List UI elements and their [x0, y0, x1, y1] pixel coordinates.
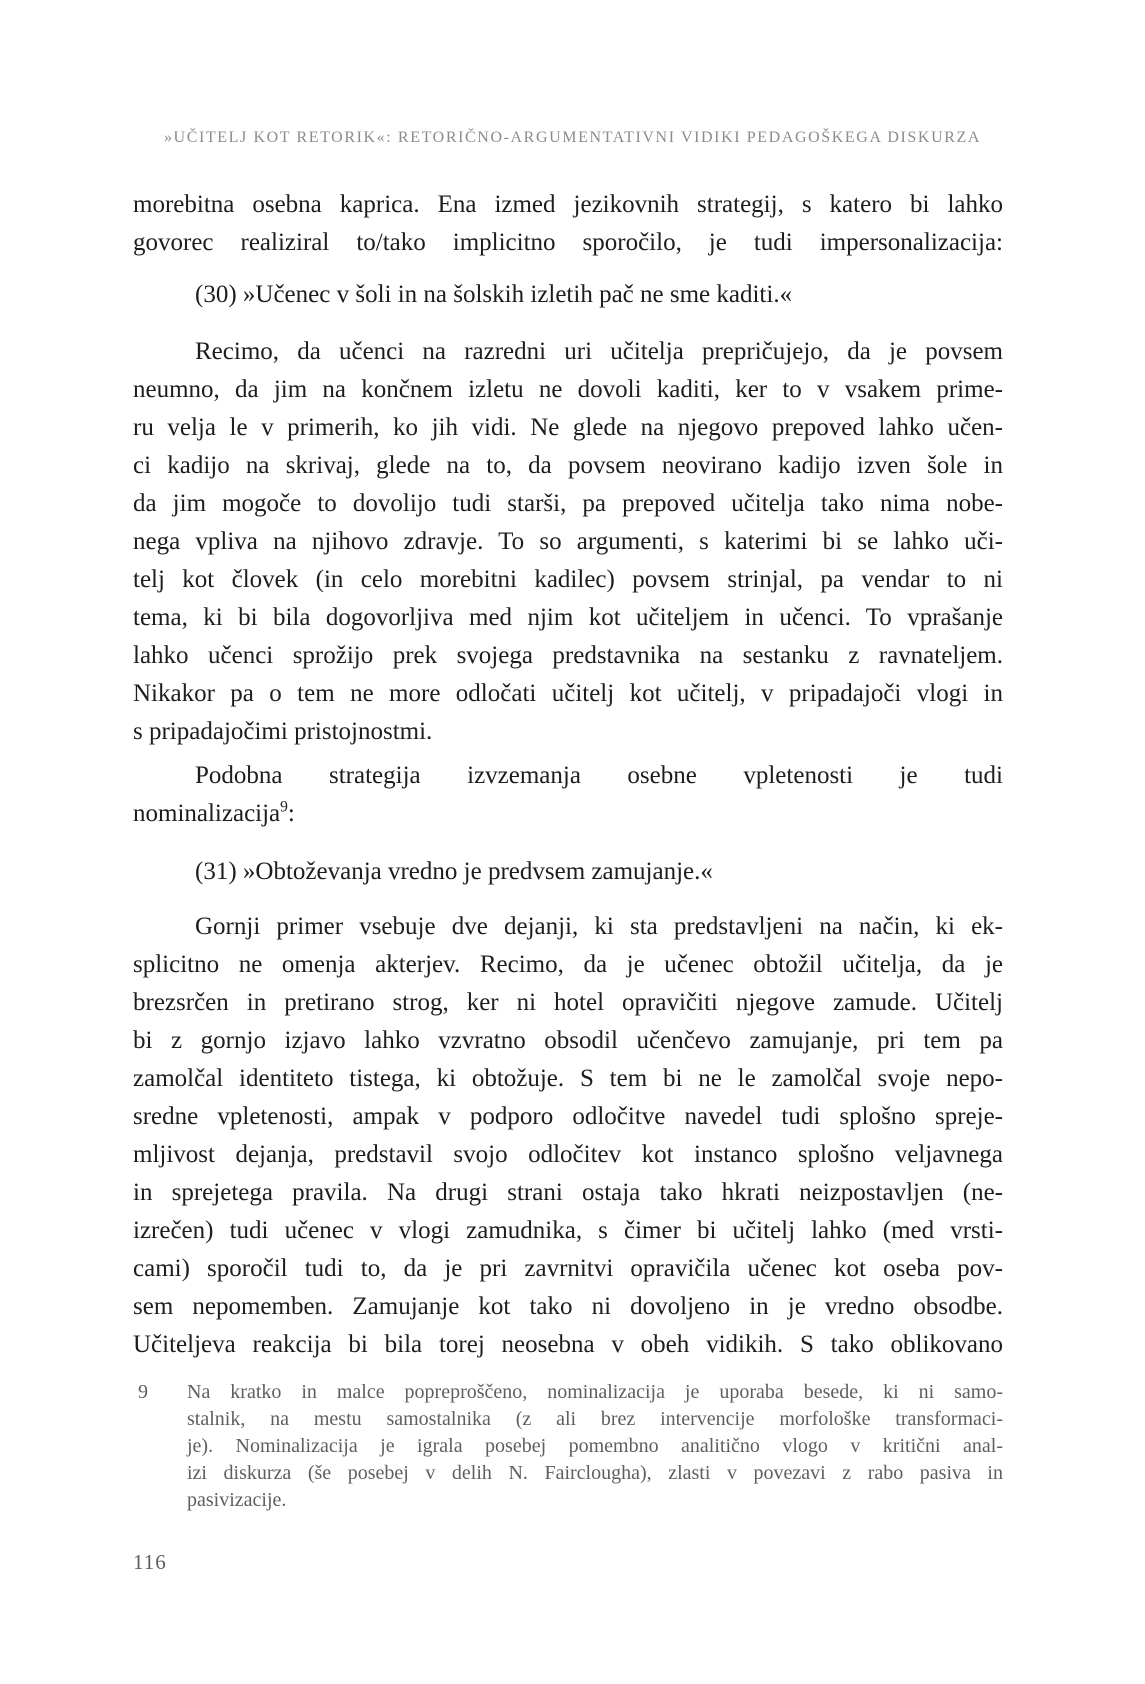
footnote-9: [133, 1379, 1003, 1514]
paragraph-podobna: [133, 757, 1003, 833]
text-line: Gornji primer vsebuje dve dejanji, ki sta predstavljeni na način, ki ek-: [195, 913, 1003, 940]
example-quote-31: (31) »Obtoževanja vredno je predvsem zamujanje.«: [195, 858, 713, 885]
text-line: tema, ki bi bila dogovorljiva med njim kot učiteljem in učenci. To vprašanje: [133, 604, 1003, 631]
paragraph-continuation: [133, 186, 1003, 262]
text-line: neumno, da jim na končnem izletu ne dovoli kaditi, ker to v vsakem prime-: [133, 376, 1003, 403]
text-line: da jim mogoče to dovolijo tudi starši, pa prepoved učitelja tako nima nobe-: [133, 490, 1003, 517]
text-line: lahko učenci sprožijo prek svojega predstavnika na sestanku z ravnateljem.: [133, 642, 1003, 669]
text-line: sredne vpletenosti, ampak v podporo odločitve navedel tudi splošno spreje-: [133, 1103, 1003, 1130]
example-quote-30: (30) »Učenec v šoli in na šolskih izletih pač ne sme kaditi.«: [195, 281, 793, 308]
text-line: nega vpliva na njihovo zdravje. To so argumenti, s katerimi bi se lahko uči-: [133, 528, 1003, 555]
paragraph-recimo: [133, 333, 1003, 751]
text-line: cami) sporočil tudi to, da je pri zavrnitvi opravičila učenec kot oseba pov-: [133, 1255, 1003, 1282]
text-line: s pripadajočimi pristojnostmi.: [133, 718, 433, 745]
text-line: Učiteljeva reakcija bi bila torej neosebna v obeh vidikih. S tako oblikovano: [133, 1331, 1003, 1358]
text-line: zamolčal identiteto tistega, ki obtožuje. S tem bi ne le zamolčal svoje nepo-: [133, 1065, 1003, 1092]
footnote-line: stalnik, na mestu samostalnika (z ali brez intervencije morfološke transformaci-: [187, 1408, 1003, 1430]
text-line: in sprejetega pravila. Na drugi strani ostaja tako hkrati neizpostavljen (ne-: [133, 1179, 1003, 1206]
text-line: ru velja le v primerih, ko jih vidi. Ne glede na njegovo prepoved lahko učen-: [133, 414, 1003, 441]
footnote-line: je). Nominalizacija je igrala posebej pomembno analitično vlogo v kritični anal-: [187, 1435, 1003, 1457]
text-line: Nikakor pa o tem ne more odločati učitelj kot učitelj, v pripadajoči vlogi in: [133, 680, 1003, 707]
text-line: morebitna osebna kaprica. Ena izmed jezikovnih strategij, s katero bi lahko: [133, 191, 1003, 218]
text-line: bi z gornjo izjavo lahko vzvratno obsodil učenčevo zamujanje, pri tem pa: [133, 1027, 1003, 1054]
footnote-ref-9: 9: [280, 798, 288, 816]
word-nominalizacija: nominalizacija: [133, 800, 281, 827]
text-line: Podobna strategija izvzemanja osebne vpletenosti je tudi: [195, 762, 1003, 789]
text-line: telj kot človek (in celo morebitni kadilec) povsem strinjal, pa vendar to ni: [133, 566, 1003, 593]
text-line: [133, 795, 1003, 833]
text-line: mljivost dejanja, predstavil svojo odločitev kot instanco splošno veljavnega: [133, 1141, 1003, 1168]
page-number: 116: [133, 1550, 167, 1574]
footnote-line: Na kratko in malce popreproščeno, nominalizacija je uporaba besede, ki ni samo-: [187, 1381, 1003, 1403]
text-line: ci kadijo na skrivaj, glede na to, da povsem neovirano kadijo izven šole in: [133, 452, 1003, 479]
text-line: Recimo, da učenci na razredni uri učitelja prepričujejo, da je povsem: [195, 338, 1003, 365]
footnote-line: pasivizacije.: [187, 1489, 287, 1511]
colon: :: [287, 800, 295, 827]
paragraph-gornji: [133, 908, 1003, 1364]
footnote-line: izi diskurza (še posebej v delih N. Fairclougha), zlasti v povezavi z rabo pasiva in: [187, 1462, 1003, 1484]
text-line: brezsrčen in pretirano strog, ker ni hotel opravičiti njegove zamude. Učitelj: [133, 989, 1003, 1016]
text-line: govorec realiziral to/tako implicitno sporočilo, je tudi impersonalizacija:: [133, 229, 1003, 256]
footnote-text: [187, 1379, 1003, 1514]
text-line: izrečen) tudi učenec v vlogi zamudnika, s čimer bi učitelj lahko (med vrsti-: [133, 1217, 1003, 1244]
text-line: sem nepomemben. Zamujanje kot tako ni dovoljeno in je vredno obsodbe.: [133, 1293, 1003, 1320]
running-head: »UČITELJ KOT RETORIK«: RETORIČNO-ARGUMENTATIVNI VIDIKI PEDAGOŠKEGA DISKURZA: [163, 129, 982, 146]
footnote-number: 9: [138, 1381, 148, 1403]
text-line: splicitno ne omenja akterjev. Recimo, da je učenec obtožil učitelja, da je: [133, 951, 1003, 978]
